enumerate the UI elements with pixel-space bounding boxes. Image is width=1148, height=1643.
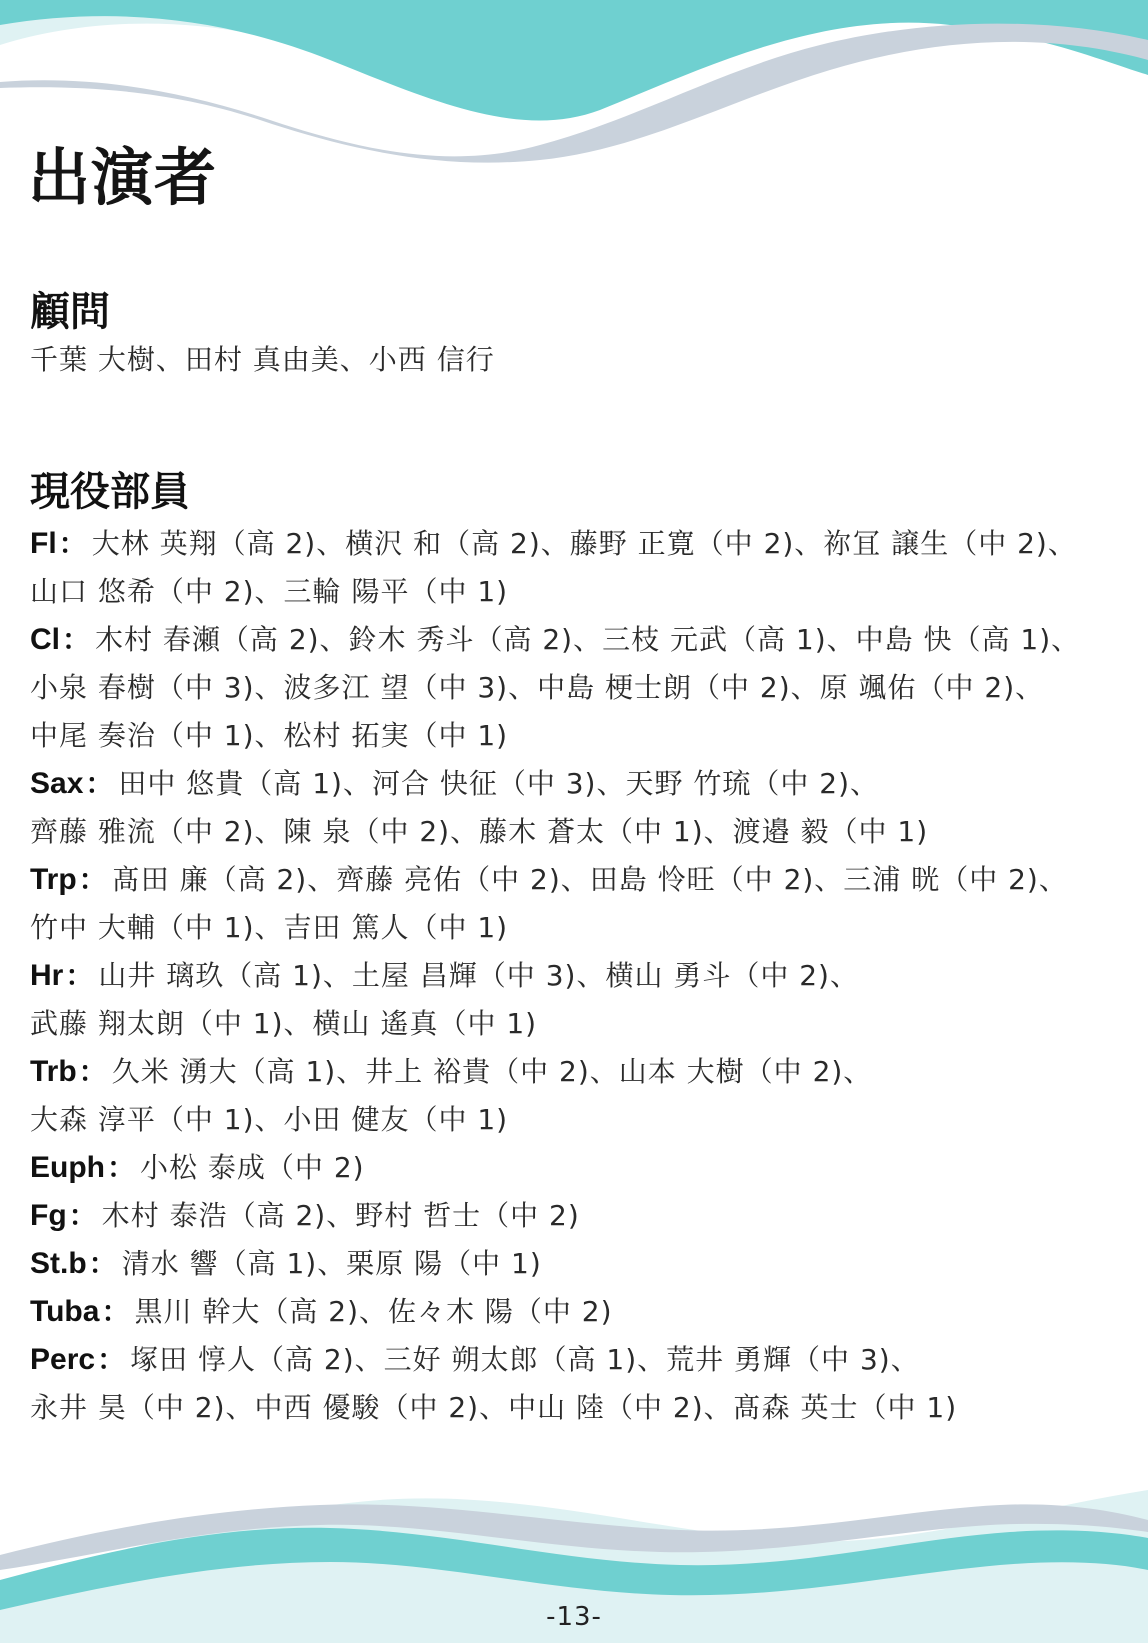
label-separator: ：: [78, 1055, 108, 1088]
member-names: 黒川 幹大（高 2)、佐々木 陽（中 2): [134, 1295, 613, 1328]
member-line: [30, 952, 1130, 1000]
member-names: 永井 昊（中 2)、中西 優駿（中 2)、中山 陸（中 2)、髙森 英士（中 1): [30, 1391, 958, 1424]
member-line: [30, 712, 1130, 760]
member-line: [30, 616, 1130, 664]
member-names: 大林 英翔（高 2)、横沢 和（高 2)、藤野 正寛（中 2)、祢冝 譲生（中 2)、: [91, 527, 1077, 560]
member-line: [30, 904, 1130, 952]
member-names: 久米 湧大（高 1)、井上 裕貴（中 2)、山本 大樹（中 2)、: [111, 1055, 873, 1088]
member-line: [30, 1192, 1130, 1240]
label-separator: ：: [68, 1199, 98, 1232]
label-separator: ：: [97, 1343, 127, 1376]
member-names: 竹中 大輔（中 1)、吉田 篤人（中 1): [30, 911, 509, 944]
members-heading: 現役部員: [30, 469, 190, 515]
member-line: [30, 1000, 1130, 1048]
member-line: [30, 1048, 1130, 1096]
instrument-label: Euph: [30, 1151, 105, 1184]
member-names: 清水 響（高 1)、栗原 陽（中 1): [121, 1247, 542, 1280]
advisors-names: 千葉 大樹、田村 真由美、小西 信行: [30, 343, 495, 376]
instrument-label: Perc: [30, 1343, 96, 1376]
member-line: [30, 1096, 1130, 1144]
member-names: 髙田 廉（高 2)、齊藤 亮佑（中 2)、田島 怜旺（中 2)、三浦 晄（中 2)、: [111, 863, 1068, 896]
member-line: [30, 1144, 1130, 1192]
member-line: [30, 664, 1130, 712]
label-separator: ：: [62, 623, 92, 656]
label-separator: ：: [78, 863, 108, 896]
instrument-label: Hr: [30, 959, 64, 992]
member-line: [30, 1240, 1130, 1288]
member-names: 齊藤 雅流（中 2)、陳 泉（中 2)、藤木 蒼太（中 1)、渡邉 毅（中 1): [30, 815, 929, 848]
top-wave-teal: [0, 0, 1148, 120]
member-line: [30, 1288, 1130, 1336]
member-line: [30, 520, 1130, 568]
member-names: 大森 淳平（中 1)、小田 健友（中 1): [30, 1103, 509, 1136]
instrument-label: Fl: [30, 527, 57, 560]
label-separator: ：: [85, 767, 115, 800]
instrument-label: Sax: [30, 767, 84, 800]
instrument-label: St.b: [30, 1247, 87, 1280]
member-names: 武藤 翔太朗（中 1)、横山 遙真（中 1): [30, 1007, 538, 1040]
label-separator: ：: [65, 959, 95, 992]
label-separator: ：: [101, 1295, 131, 1328]
member-names: 小松 泰成（中 2): [140, 1151, 365, 1184]
member-line: [30, 1336, 1130, 1384]
member-names: 塚田 惇人（高 2)、三好 朔太郎（高 1)、荒井 勇輝（中 3)、: [130, 1343, 920, 1376]
member-names: 木村 春瀬（高 2)、鈴木 秀斗（高 2)、三枝 元武（高 1)、中島 快（高 1)、: [95, 623, 1081, 656]
instrument-label: Tuba: [30, 1295, 100, 1328]
instrument-label: Fg: [30, 1199, 67, 1232]
member-line: [30, 1384, 1130, 1432]
label-separator: ：: [107, 1151, 137, 1184]
member-line: [30, 856, 1130, 904]
label-separator: ：: [58, 527, 88, 560]
member-names: 山口 悠希（中 2)、三輪 陽平（中 1): [30, 575, 509, 608]
members-list: [30, 520, 1130, 1432]
instrument-label: Cl: [30, 623, 60, 656]
member-names: 木村 泰浩（高 2)、野村 哲士（中 2): [101, 1199, 580, 1232]
instrument-label: Trb: [30, 1055, 77, 1088]
member-names: 田中 悠貴（高 1)、河合 快征（中 3)、天野 竹琉（中 2)、: [118, 767, 880, 800]
label-separator: ：: [88, 1247, 118, 1280]
member-line: [30, 808, 1130, 856]
advisors-heading: 顧問: [30, 289, 110, 335]
member-names: 山井 璃玖（高 1)、土屋 昌輝（中 3)、横山 勇斗（中 2)、: [98, 959, 859, 992]
instrument-label: Trp: [30, 863, 77, 896]
page-title: 出演者: [28, 141, 218, 214]
member-line: [30, 568, 1130, 616]
member-names: 中尾 奏治（中 1)、松村 拓実（中 1): [30, 719, 509, 752]
page-number: -13-: [546, 1602, 602, 1632]
member-line: [30, 760, 1130, 808]
member-names: 小泉 春樹（中 3)、波多江 望（中 3)、中島 梗士朗（中 2)、原 颯佑（中 2)、: [30, 671, 1045, 704]
